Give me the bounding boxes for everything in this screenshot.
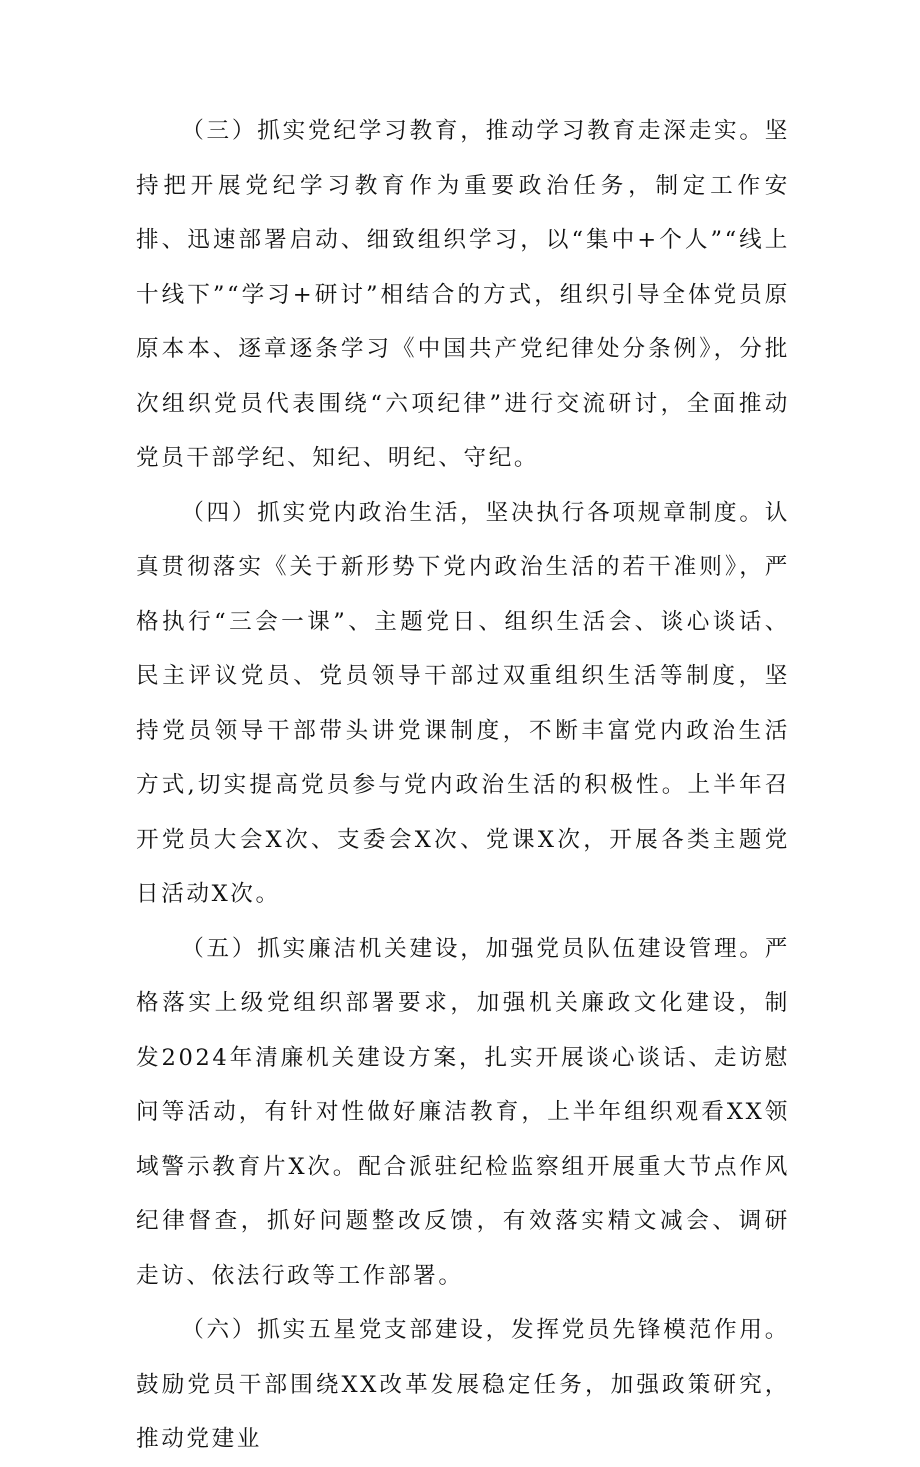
paragraph-5 — [136, 922, 790, 1304]
paragraph-5-heading: （五）抓实廉洁机关建设，加强党员队伍建设管理。 — [181, 935, 765, 962]
paragraph-3-text: 坚持把开展党纪学习教育作为重要政治任务，制定工作安排、迅速部署启动、细致组织学习，以“集中+个人”“线上十线下”“学习+研讨”相结合的方式，组织引导全体党员原原本本、逐章逐条学习《中国共产党纪律处分条例》，分批次组织党员代表围绕“六项纪律”进行交流研讨，全面推动党员干部学纪、知纪、明纪、守纪。 — [136, 118, 790, 471]
paragraph-3 — [136, 104, 790, 486]
paragraph-4 — [136, 486, 790, 922]
paragraph-4-text: 认真贯彻落实《关于新形势下党内政治生活的若干准则》，严格执行“三会一课”、主题党日、组织生活会、谈心谈话、民主评议党员、党员领导干部过双重组织生活等制度，坚持党员领导干部带头讲党课制度，不断丰富党内政治生活方式,切实提高党员参与党内政治生活的积极性。上半年召开党员大会X次、支委会X次、党课X次，开展各类主题党日活动X次。 — [136, 499, 790, 907]
document-body — [136, 104, 790, 1467]
paragraph-3-heading: （三）抓实党纪学习教育，推动学习教育走深走实。 — [181, 118, 765, 144]
paragraph-6-heading: （六）抓实五星党支部建设，发挥党员先锋模范作用。 — [181, 1317, 790, 1343]
paragraph-6-text: 鼓励党员干部围绕XX改革发展稳定任务，加强政策研究，推动党建业 — [136, 1371, 790, 1452]
paragraph-4-heading: （四）抓实党内政治生活，坚决执行各项规章制度。 — [181, 499, 765, 526]
paragraph-5-text: 严格落实上级党组织部署要求，加强机关廉政文化建设，制发2024年清廉机关建设方案，扎实开展谈心谈话、走访慰问等活动，有针对性做好廉洁教育，上半年组织观看XX领域警示教育片X次。配合派驻纪检监察组开展重大节点作风纪律督查，抓好问题整改反馈，有效落实精文减会、调研走访、依法行政等工作部署。 — [136, 935, 790, 1289]
paragraph-6 — [136, 1303, 790, 1467]
